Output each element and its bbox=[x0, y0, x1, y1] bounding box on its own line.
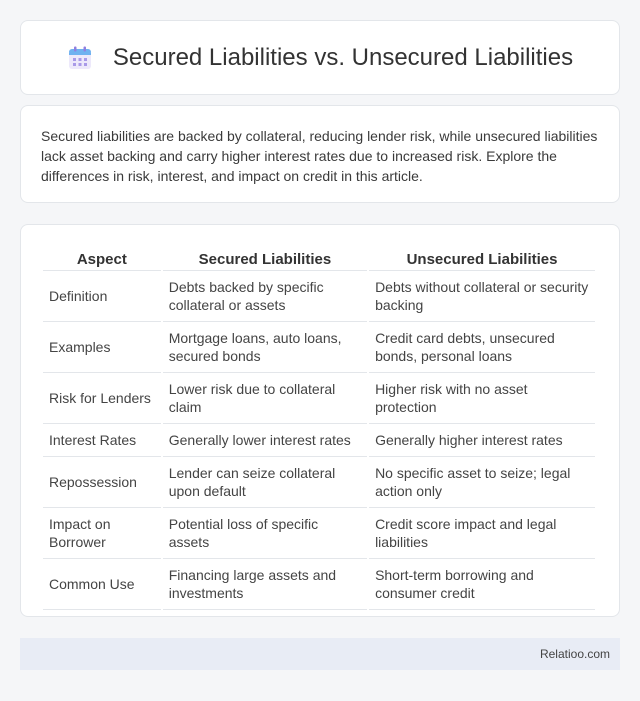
table-row bbox=[43, 322, 595, 373]
table-row bbox=[43, 457, 595, 508]
comparison-table bbox=[41, 245, 597, 610]
row-aspect: Risk for Lenders bbox=[43, 373, 161, 424]
row-secured: Generally lower interest rates bbox=[163, 424, 367, 457]
row-unsecured: Credit card debts, unsecured bonds, personal loans bbox=[369, 322, 595, 373]
row-secured: Mortgage loans, auto loans, secured bonds bbox=[163, 322, 367, 373]
row-secured: Lower risk due to collateral claim bbox=[163, 373, 367, 424]
intro-text: Secured liabilities are backed by collateral, reducing lender risk, while unsecured liabilities lack asset backing and carry higher interest rates due to increased risk. Explore the differences in risk, interest, and impact on credit in this article. bbox=[41, 128, 598, 184]
row-aspect: Repossession bbox=[43, 457, 161, 508]
row-unsecured: Debts without collateral or security backing bbox=[369, 271, 595, 322]
table-header-row bbox=[43, 245, 595, 271]
row-aspect: Impact on Borrower bbox=[43, 508, 161, 559]
row-unsecured: Generally higher interest rates bbox=[369, 424, 595, 457]
header-unsecured: Unsecured Liabilities bbox=[369, 245, 595, 271]
table-row bbox=[43, 373, 595, 424]
row-aspect: Common Use bbox=[43, 559, 161, 610]
title-card bbox=[20, 20, 620, 95]
table-row bbox=[43, 559, 595, 610]
calendar-icon bbox=[67, 45, 93, 71]
row-secured: Lender can seize collateral upon default bbox=[163, 457, 367, 508]
row-aspect: Examples bbox=[43, 322, 161, 373]
table-row bbox=[43, 424, 595, 457]
footer-brand: Relatioo.com bbox=[539, 647, 610, 661]
row-unsecured: Higher risk with no asset protection bbox=[369, 373, 595, 424]
table-row bbox=[43, 271, 595, 322]
page-title: Secured Liabilities vs. Unsecured Liabilities bbox=[112, 43, 574, 71]
row-secured: Potential loss of specific assets bbox=[163, 508, 367, 559]
row-unsecured: Short-term borrowing and consumer credit bbox=[369, 559, 595, 610]
row-unsecured: No specific asset to seize; legal action only bbox=[369, 457, 595, 508]
header-aspect: Aspect bbox=[43, 245, 161, 271]
header-secured: Secured Liabilities bbox=[163, 245, 367, 271]
table-row bbox=[43, 508, 595, 559]
comparison-table-card bbox=[20, 224, 620, 617]
intro-card bbox=[20, 105, 620, 203]
row-unsecured: Credit score impact and legal liabilities bbox=[369, 508, 595, 559]
row-secured: Financing large assets and investments bbox=[163, 559, 367, 610]
row-secured: Debts backed by specific collateral or assets bbox=[163, 271, 367, 322]
row-aspect: Interest Rates bbox=[43, 424, 161, 457]
row-aspect: Definition bbox=[43, 271, 161, 322]
footer bbox=[20, 638, 620, 670]
